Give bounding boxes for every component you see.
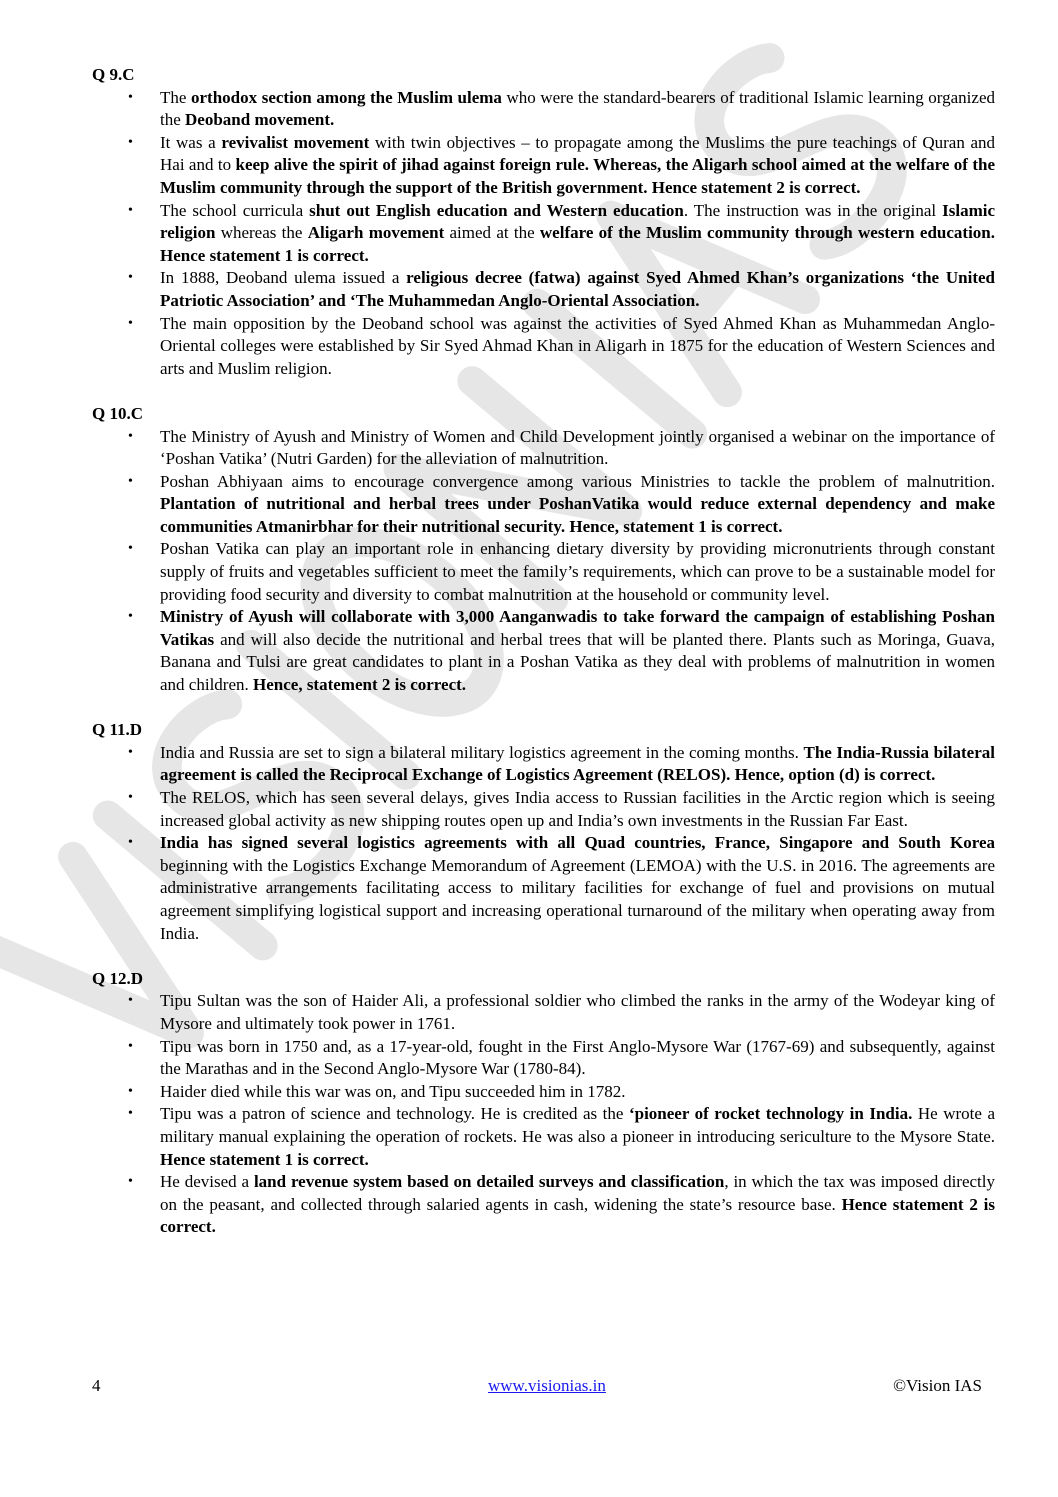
list-item [92,787,995,832]
page-footer [92,1376,982,1400]
question-heading: Q 10.C [92,403,143,423]
bullet-icon: • [128,744,133,760]
bullet-icon: • [128,835,133,851]
bullet-list [92,742,995,945]
text: Poshan Abhiyaan aims to encourage convergence among various Ministries to tackle the problem of malnutrition. [160,471,995,491]
list-item [92,313,995,381]
bold-text: Aligarh movement [307,223,445,243]
list-item [92,1081,995,1104]
text: , in which the tax was imposed directly on the peasant, and collected through salaried agents in cash, widening the state’s resource base. [160,1172,995,1214]
bold-text: ‘pioneer of rocket technology in India. [628,1104,913,1124]
question-section [92,403,995,697]
list-item [92,990,995,1035]
text: In 1888, Deoband ulema issued a [160,268,407,288]
bold-text: religious decree (fatwa) against Syed Ahmed Khan’s organizations ‘the United Patriotic Association’ and ‘The Muhammedan Anglo-Oriental Association. [160,268,995,310]
copyright-text: ©Vision IAS [893,1376,982,1395]
bullet-icon: • [128,315,133,331]
bullet-icon: • [128,1106,133,1122]
question-section [92,64,995,380]
bullet-icon: • [128,270,133,286]
list-item [92,606,995,696]
text: Tipu Sultan was the son of Haider Ali, a professional soldier who climbed the ranks in the army of the Wodeyar king of Mysore and ultimately took power in 1761. [160,991,995,1033]
website-link[interactable]: www.visionias.in [488,1376,606,1395]
list-item [92,832,995,945]
list-item [92,87,995,132]
bullet-icon: • [128,1038,133,1054]
text: who were the standard-bearers of traditional Islamic learning organized the [160,87,995,130]
bold-text: Islamic religion [160,200,995,243]
list-item [92,426,995,471]
bullet-list [92,990,995,1239]
document-page [92,64,995,1261]
text: The Ministry of Ayush and Ministry of Women and Child Development jointly organised a webinar on the importance of ‘Poshan Vatika’ (Nutri Garden) for the alleviation of malnutrition. [160,426,995,469]
text: whereas the [215,223,308,243]
question-section [92,968,995,1239]
bold-text: revivalist movement [221,132,370,152]
bold-text: Ministry of Ayush will collaborate with 3,000 Aanganwadis to take forward the campaign of establishing Poshan Vatikas [160,607,995,649]
question-section [92,719,995,945]
bullet-icon: • [128,790,133,805]
text: He devised a [160,1172,254,1192]
bold-text: keep alive the spirit of jihad against foreign rule. Whereas, the Aligarh school aimed at the welfare of the Muslim community through the support of the British government. Hence statement 2 is correct. [160,155,995,197]
bullet-icon: • [128,134,133,150]
bullet-icon: • [128,1174,133,1190]
bullet-icon: • [128,473,133,489]
bullet-list [92,87,995,381]
list-item [92,132,995,200]
text: India and Russia are set to sign a bilateral military logistics agreement in the coming months. [160,742,804,762]
bullet-icon: • [128,202,133,218]
bold-text: Hence statement 1 is correct. [160,1149,369,1169]
text: and will also decide the nutritional and herbal trees that will be planted there. Plants such as Moringa, Guava, Banana and Tulsi are great candidates to plant in a Poshan Vatika as they deal with problems of malnutrition in women and children. [160,629,995,695]
list-item [92,200,995,268]
question-heading: Q 11.D [92,720,143,740]
list-item [92,1103,995,1171]
bold-text: India has signed several logistics agreements with all Quad countries, France, Singapore and South Korea [160,833,995,853]
bullet-icon: • [128,1083,133,1099]
text: Haider died while this war was on, and Tipu succeeded him in 1782. [160,1081,626,1101]
list-item [92,742,995,787]
list-item [92,1171,995,1239]
bullet-icon: • [128,89,133,105]
bullet-icon: • [128,609,133,625]
bold-text: The India-Russia bilateral agreement is called the Reciprocal Exchange of Logistics Agreement (RELOS). Hence, option (d) is correct. [160,742,996,785]
text: The RELOS, which has seen several delays, gives India access to Russian facilities in the Arctic region which is seeing increased global activity as new shipping routes open up and India’s own investments in the Russian Far East. [160,788,995,830]
bold-text: welfare of the Muslim community through western education. Hence statement 1 is correct. [160,223,995,265]
bold-text: Hence, statement 2 is correct. [253,675,467,695]
question-heading: Q 9.C [92,65,135,84]
text: Tipu was born in 1750 and, as a 17-year-old, fought in the First Anglo-Mysore War (1767-69) and subsequently, against the Marathas and in the Second Anglo-Mysore War (1780-84). [160,1036,995,1079]
text: It was a [160,132,222,152]
list-item [92,471,995,539]
text: beginning with the Logistics Exchange Memorandum of Agreement (LEMOA) with the U.S. in 2016. The agreements are administrative arrangements facilitating access to military facilities for exchange of fuel and provisions on mutual agreement simplifying logistical support and increasing operational turnaround of the military when operating away from India. [160,855,995,943]
bullet-list [92,426,995,697]
text: The school curricula [160,200,310,220]
text: The [160,87,192,107]
text: with twin objectives – to propagate among the Muslims the pure teachings of Quran and Hai and to [160,132,996,175]
text: He wrote a military manual explaining the operation of rockets. He was also a pioneer in introducing sericulture to the Mysore State. [160,1104,995,1146]
list-item [92,267,995,312]
bold-text: Deoband movement. [185,110,335,130]
bold-text: Hence statement 2 is correct. [160,1194,995,1237]
bold-text: orthodox section among the Muslim ulema [191,87,502,107]
bold-text: shut out English education and Western education [309,200,684,220]
text: aimed at the [444,223,540,243]
list-item [92,538,995,606]
bullet-icon: • [128,993,133,1009]
list-item [92,1036,995,1081]
text: . The instruction was in the original [683,200,943,220]
bold-text: Plantation of nutritional and herbal trees under PoshanVatika would reduce external dependency and make communities Atmanirbhar for their nutritional security. Hence, statement 1 is correct. [160,494,995,536]
bullet-icon: • [128,541,133,557]
bullet-icon: • [128,428,133,444]
text: The main opposition by the Deoband school was against the activities of Syed Ahmed Khan as Muhammedan Anglo-Oriental colleges were established by Sir Syed Ahmad Khan in Aligarh in 1875 for the education of Western Sciences and arts and Muslim religion. [160,313,995,378]
text: Poshan Vatika can play an important role in enhancing dietary diversity by providing micronutrients through constant supply of fruits and vegetables sufficient to meet the family’s requirements, which can prove to be a sustainable model for providing food security and diversity to combat malnutrition at the household or community level. [160,539,995,604]
bold-text: land revenue system based on detailed surveys and classification [253,1172,725,1192]
text: Tipu was a patron of science and technology. He is credited as the [160,1104,629,1124]
page-number: 4 [92,1376,101,1395]
question-heading: Q 12.D [92,968,143,988]
